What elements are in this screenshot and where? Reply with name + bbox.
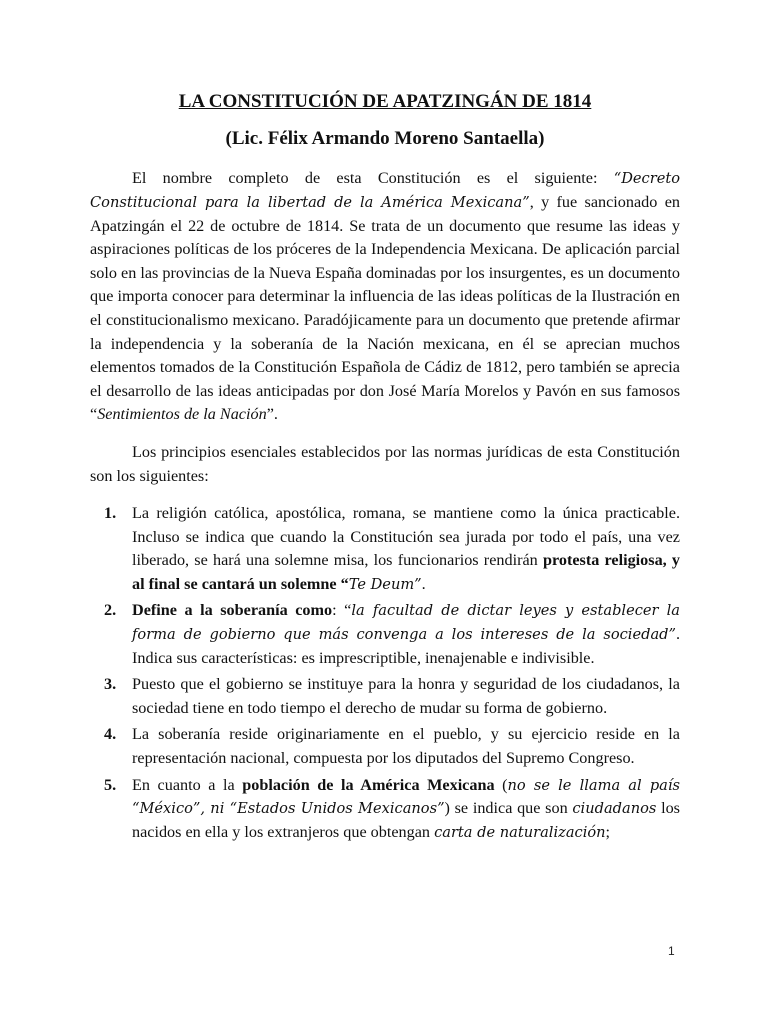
list-item	[90, 599, 680, 670]
document-author: (Lic. Félix Armando Moreno Santaella)	[225, 127, 545, 149]
page-number: 1	[668, 944, 675, 958]
item-quote: carta de naturalización	[434, 823, 606, 841]
item-bold-text: población de la América Mexicana	[242, 775, 495, 794]
document-title: LA CONSTITUCIÓN DE APATZINGÁN DE 1814	[178, 91, 592, 112]
list-item-number: 1.	[104, 504, 117, 523]
item-text: En cuanto a la	[132, 775, 243, 794]
item-quote: Te Deum”	[348, 575, 422, 593]
item-quote: la facultad de dictar leyes y establecer la forma de gobierno que más convenga a los intereses de la sociedad”	[132, 602, 681, 644]
list-item	[90, 502, 680, 596]
list-item-number: 2.	[104, 601, 117, 620]
item-text: (	[494, 775, 508, 794]
item-quote: ciudadanos	[572, 800, 657, 818]
list-item-number: 5.	[104, 775, 117, 794]
list-item	[90, 673, 680, 720]
item-quote: no se le llama al país “México”, ni “Estados Unidos Mexicanos”	[132, 776, 681, 818]
item-bold-text: Define a la soberanía como	[132, 601, 333, 620]
item-text-end: . Indica sus características: es imprescriptible, inenajenable e indivisible.	[132, 625, 680, 667]
list-item-number: 4.	[104, 725, 117, 744]
list-item	[90, 723, 680, 770]
intro-paragraph	[90, 167, 680, 427]
item-text-end: ;	[605, 822, 611, 841]
item-text: La soberanía reside originariamente en el pueblo, y su ejercicio reside en la representación nacional, compuesta por los diputados del Supremo Congreso.	[132, 725, 680, 768]
intro-text-1: El nombre completo de esta Constitución es el siguiente:	[132, 169, 614, 188]
sentimientos-title: Sentimientos de la Nación	[97, 405, 267, 424]
principles-intro-paragraph: Los principios esenciales establecidos por las normas jurídicas de esta Constitución son los siguientes:	[90, 442, 680, 485]
intro-text-3: ”.	[266, 405, 278, 424]
principles-list	[90, 502, 680, 844]
item-text: La religión católica, apostólica, romana, se mantiene como la única practicable. Incluso se indica que cuando la Constitución sea jurada por todo el país, una vez liberado, se hará una solemne misa, los funcionarios rendirán	[132, 504, 680, 570]
item-bold-text: protesta religiosa, y al final se cantará un solemne “	[132, 551, 681, 593]
item-text: : “	[332, 601, 352, 620]
item-text: ) se indica que son	[444, 799, 573, 818]
list-item	[90, 774, 680, 845]
item-text: Puesto que el gobierno se instituye para la honra y seguridad de los ciudadanos, la sociedad tiene en todo tiempo el derecho de mudar su forma de gobierno.	[132, 675, 680, 717]
item-text-end: .	[421, 574, 426, 593]
decree-name-quote: “Decreto Constitucional para la libertad de la América Mexicana”	[90, 170, 680, 211]
list-item-number: 3.	[104, 675, 117, 694]
item-text: los nacidos en ella y los extranjeros que obtengan	[132, 799, 680, 841]
intro-text-2: , y fue sancionado en Apatzingán el 22 de octubre de 1814. Se trata de un documento que resume las ideas y aspiraciones políticas de los próceres de la Independencia Mexicana. De aplicación parcial solo en las provincias de la Nueva España dominadas por los insurgentes, es un documento que importa conocer para determinar la influencia de las ideas políticas de la Ilustración en el constitucionalismo mexicano. Paradójicamente para un documento que pretende afirmar la independencia y la soberanía de la Nación mexicana, en él se aprecian muchos elementos tomados de la Constitución Española de Cádiz de 1812, pero también se aprecia el desarrollo de las ideas anticipadas por don José María Morelos y Pavón en sus famosos “	[90, 192, 680, 424]
